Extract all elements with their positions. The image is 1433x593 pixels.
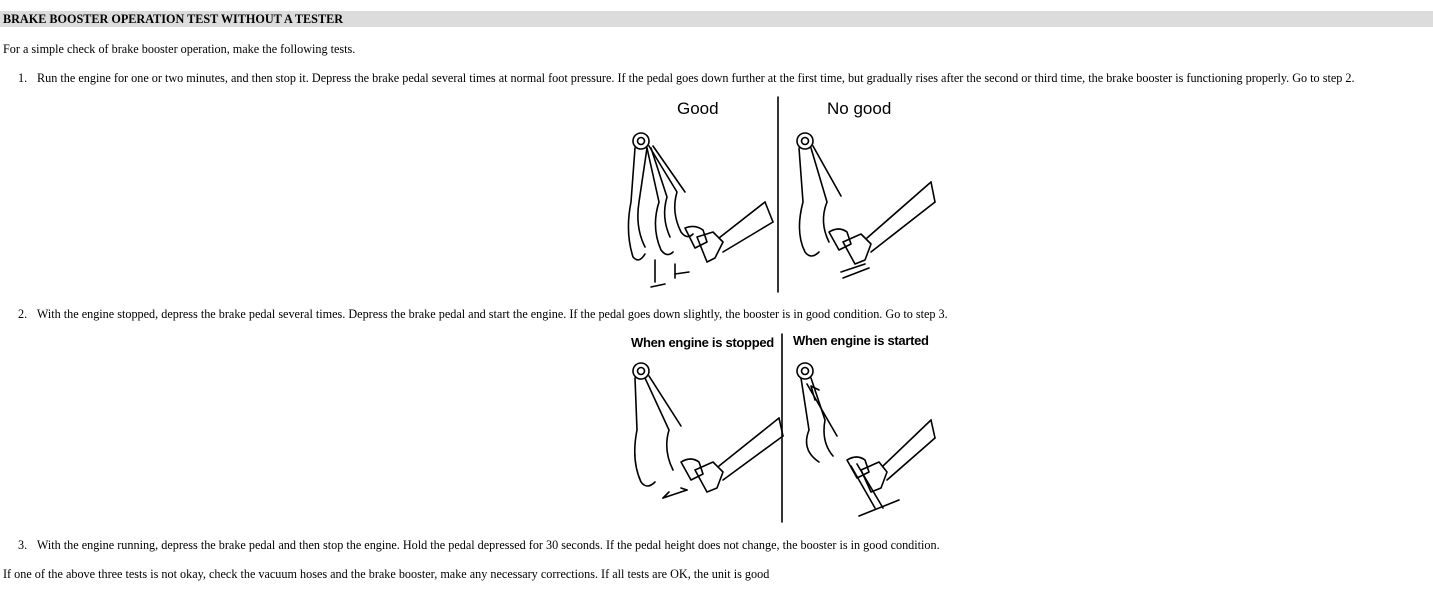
step-2 bbox=[18, 306, 948, 322]
conclusion-text: If one of the above three tests is not okay, check the vacuum hoses and the brake booster, make any necessary corrections. If all tests are OK, the unit is good bbox=[3, 567, 770, 581]
figure-pedal-good-nogood bbox=[615, 92, 945, 297]
page-title: BRAKE BOOSTER OPERATION TEST WITHOUT A TESTER bbox=[3, 12, 344, 26]
intro-text: For a simple check of brake booster operation, make the following tests. bbox=[3, 42, 356, 56]
pedal-illustration-1 bbox=[615, 92, 945, 297]
label-engine-started: When engine is started bbox=[793, 333, 929, 348]
step-number: 2. bbox=[18, 307, 28, 321]
figure-pedal-engine-states bbox=[625, 330, 945, 528]
step-number: 1. bbox=[18, 71, 28, 85]
step-3 bbox=[18, 537, 940, 553]
step-number: 3. bbox=[18, 538, 28, 552]
step-text: Run the engine for one or two minutes, and then stop it. Depress the brake pedal several times at normal foot pressure. If the pedal goes down further at the first time, but gradually rises after the second or third time, the brake booster is functioning properly. Go to step 2. bbox=[37, 71, 1355, 85]
label-no-good: No good bbox=[827, 99, 892, 118]
label-good: Good bbox=[677, 99, 719, 118]
step-text: With the engine running, depress the brake pedal and then stop the engine. Hold the pedal depressed for 30 seconds. If the pedal height does not change, the booster is in good condition. bbox=[36, 538, 940, 552]
step-1 bbox=[18, 70, 1355, 86]
label-engine-stopped: When engine is stopped bbox=[631, 335, 774, 350]
step-text: With the engine stopped, depress the brake pedal several times. Depress the brake pedal and start the engine. If the pedal goes down slightly, the booster is in good condition. Go to step 3. bbox=[36, 307, 948, 321]
pedal-illustration-2 bbox=[625, 330, 945, 528]
